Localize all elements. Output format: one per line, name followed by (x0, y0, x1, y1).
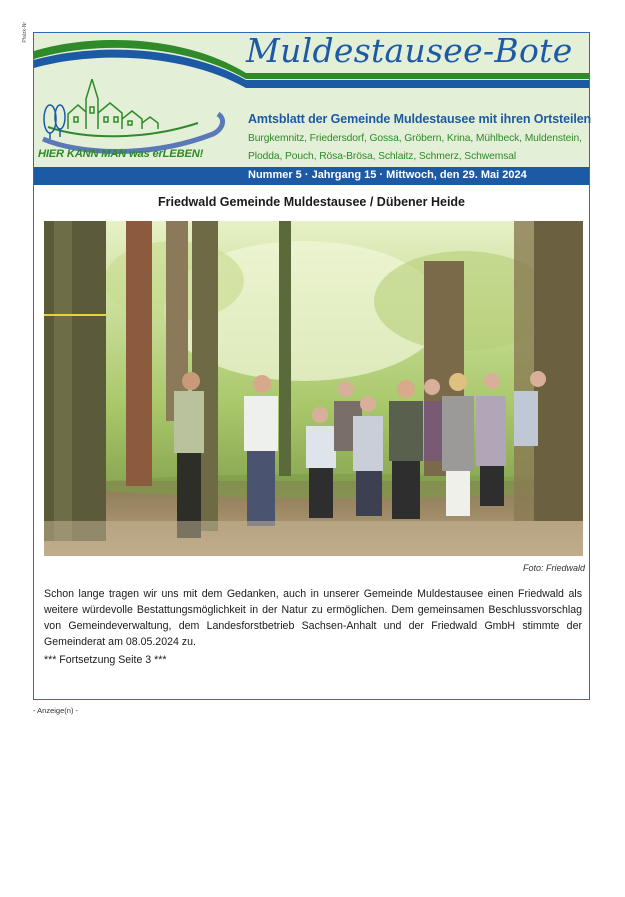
district-list: Burgkemnitz, Friedersdorf, Gossa, Gröbern, Krina, Mühlbeck, Muldenstein, Plodda, Pouch, Rösa-Brösa, Schlaitz, Schmerz, Schwemsal (248, 133, 582, 162)
issue-bar (34, 167, 589, 185)
article-body: Schon lange tragen wir uns mit dem Gedanken, auch in unserer Gemeinde Muldestausee einen Friedwald als weitere würdevolle Bestattungsmöglichkeit in der Natur zu ermöglichen. Dem gemeinsamen Beschlussvorschlag von Gemeindeverwaltung, dem Landesforstbetrieb Sachsen-Anhalt und der Friedwald GmbH stimmte der Gemeinderat am 08.05.2024 zu. (44, 588, 582, 648)
side-note: Pfalzk-Nr (22, 22, 28, 43)
front-page-frame (33, 32, 590, 700)
forest-group-photo (44, 221, 583, 556)
issue-info: Nummer 5 · Jahrgang 15 · Mittwoch, den 29. Mai 2024 (248, 169, 527, 181)
article-headline: Friedwald Gemeinde Muldestausee / Dübener Heide (157, 195, 466, 209)
newspaper-title: Muldestausee-Bote (246, 31, 573, 70)
photo-caption: Foto: Friedwald (522, 563, 585, 573)
town-skyline-logo (38, 79, 228, 159)
publication-subtitle: Amtsblatt der Gemeinde Muldestausee mit ihren Ortsteilen (248, 112, 592, 126)
ad-label: - Anzeige(n) - (33, 706, 79, 715)
slogan: HIER KANN MAN was erLEBEN! (38, 148, 204, 160)
continued-note: *** Fortsetzung Seite 3 *** (44, 654, 167, 666)
